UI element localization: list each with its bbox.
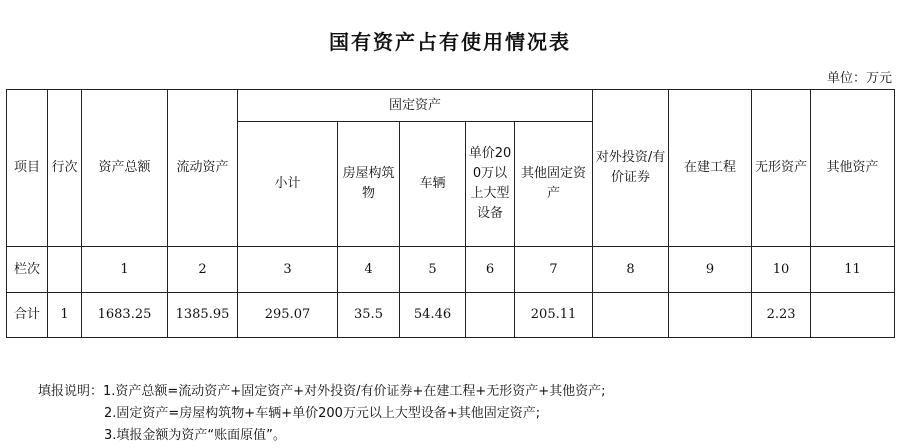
index-cell: 8 (593, 247, 669, 293)
header-other-assets: 其他资产 (811, 90, 895, 247)
filling-notes (38, 381, 606, 447)
table-row-total (7, 293, 895, 338)
total-row-no: 1 (48, 293, 82, 338)
note-text-2: 2.固定资产=房屋构筑物+车辆+单价200万元以上大型设备+其他固定资产; (104, 406, 541, 421)
note-line-1 (38, 381, 606, 403)
total-cell-buildings: 35.5 (338, 293, 400, 338)
total-cell-large-equipment (466, 293, 515, 338)
header-current-assets: 流动资产 (168, 90, 238, 247)
note-text-3: 3.填报金额为资产“账面原值”。 (104, 428, 286, 443)
index-row-no (48, 247, 82, 293)
total-cell-other-fixed: 205.11 (515, 293, 593, 338)
index-row-label: 栏次 (7, 247, 48, 293)
total-cell-construction (669, 293, 752, 338)
header-large-equipment: 单价200万以上大型设备 (466, 122, 515, 247)
index-cell: 4 (338, 247, 400, 293)
index-cell: 3 (238, 247, 338, 293)
header-external-investment: 对外投资/有价证券 (593, 90, 669, 247)
notes-prefix: 填报说明： (38, 384, 104, 399)
total-cell-current-assets: 1385.95 (168, 293, 238, 338)
asset-usage-table (6, 89, 895, 338)
index-cell: 7 (515, 247, 593, 293)
note-text-1: 1.资产总额=流动资产+固定资产+对外投资/有价证券+在建工程+无形资产+其他资产; (103, 384, 606, 399)
header-subtotal: 小计 (238, 122, 338, 247)
total-cell-intangible: 2.23 (752, 293, 811, 338)
page-title: 国有资产占有使用情况表 (329, 30, 571, 54)
table-row-index (7, 247, 895, 293)
index-cell: 2 (168, 247, 238, 293)
index-cell: 5 (400, 247, 466, 293)
header-construction: 在建工程 (669, 90, 752, 247)
header-item: 项目 (7, 90, 48, 247)
header-fixed-assets: 固定资产 (238, 90, 593, 122)
total-cell-vehicles: 54.46 (400, 293, 466, 338)
note-line-2 (38, 403, 606, 425)
header-row-no: 行次 (48, 90, 82, 247)
total-row-label: 合计 (7, 293, 48, 338)
note-line-3 (38, 425, 606, 447)
index-cell: 6 (466, 247, 515, 293)
index-cell: 1 (82, 247, 168, 293)
total-cell-other-assets (811, 293, 895, 338)
total-cell-external-investment (593, 293, 669, 338)
total-cell-subtotal: 295.07 (238, 293, 338, 338)
total-cell-total-assets: 1683.25 (82, 293, 168, 338)
index-cell: 9 (669, 247, 752, 293)
header-intangible: 无形资产 (752, 90, 811, 247)
header-buildings: 房屋构筑物 (338, 122, 400, 247)
header-total-assets: 资产总额 (82, 90, 168, 247)
index-cell: 11 (811, 247, 895, 293)
header-vehicles: 车辆 (400, 122, 466, 247)
unit-label: 单位：万元 (826, 71, 892, 86)
header-other-fixed: 其他固定资产 (515, 122, 593, 247)
index-cell: 10 (752, 247, 811, 293)
